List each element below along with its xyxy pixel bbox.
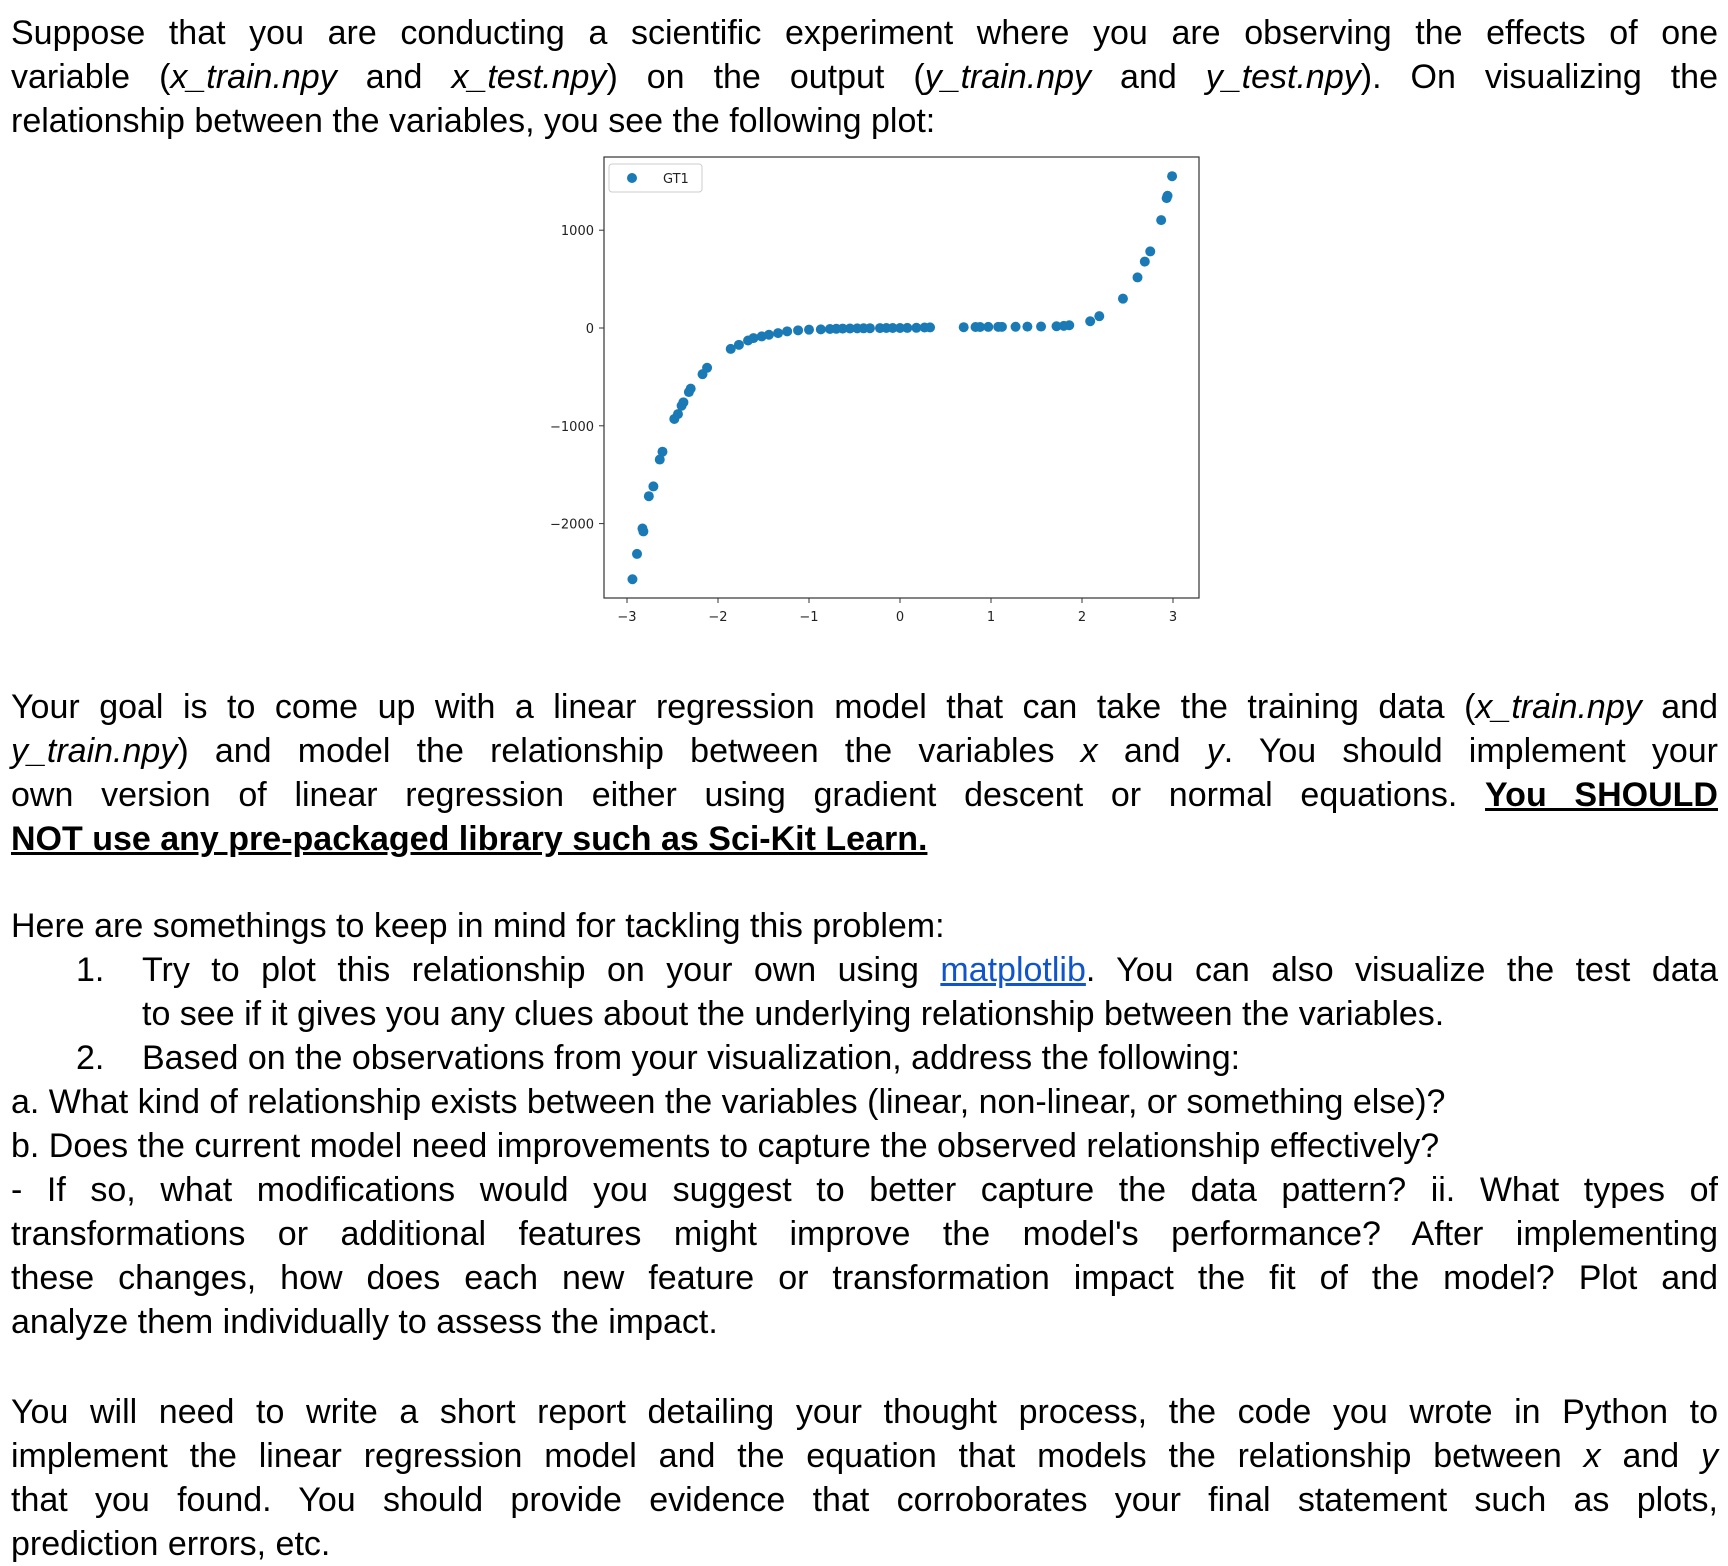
data-point (1094, 311, 1104, 321)
text-segment: that you found. You should provide evidence that corroborates your final statement such as plots, (11, 1481, 1718, 1519)
data-point (1145, 246, 1155, 256)
text-segment: y_test.npy (1205, 58, 1361, 96)
scatter-plot (520, 145, 1220, 625)
text-segment: implement the linear regression model and the equation that models the relationship between (11, 1437, 1584, 1475)
data-point (638, 526, 648, 536)
text-line (11, 1124, 1718, 1168)
data-point (686, 384, 696, 394)
data-point (1011, 322, 1021, 332)
text-segment: x (1080, 732, 1098, 770)
data-point (644, 491, 654, 501)
data-point (983, 322, 993, 332)
text-line (11, 1478, 1718, 1522)
text-segment: - If so, what modifications would you suggest to better capture the data pattern? ii. What types of (11, 1171, 1718, 1209)
text-segment: y (1701, 1437, 1718, 1475)
intro-paragraph (11, 11, 1718, 143)
text-line (11, 99, 1718, 143)
data-point (1133, 272, 1143, 282)
text-segment: and (1091, 58, 1206, 96)
text-segment: ) on the output ( (606, 58, 925, 96)
data-point (734, 340, 744, 350)
text-line (11, 11, 1718, 55)
text-segment: variable ( (11, 58, 171, 96)
text-segment: to see if it gives you any clues about the underlying relationship between the variables. (142, 995, 1445, 1033)
text-line (11, 55, 1718, 99)
text-line (11, 1300, 1718, 1344)
text-segment: Suppose that you are conducting a scientific experiment where you are observing the effects of one (11, 14, 1718, 52)
data-point (1163, 191, 1173, 201)
matplotlib-link[interactable]: matplotlib (940, 951, 1086, 989)
text-line (11, 1212, 1718, 1256)
data-point (1118, 294, 1128, 304)
x-tick-label: 2 (1077, 610, 1087, 625)
text-segment: You will need to write a short report detailing your thought process, the code you wrote in Python to (11, 1393, 1718, 1431)
data-point (678, 397, 688, 407)
data-point (782, 326, 792, 336)
text-segment: Based on the observations from your visualization, address the following: (142, 1039, 1241, 1077)
text-segment: and (1600, 1437, 1701, 1475)
y-tick-label: −2000 (550, 517, 594, 533)
text-line (11, 1522, 1718, 1566)
plot-frame (604, 157, 1199, 598)
data-point (925, 322, 935, 332)
text-line (11, 1434, 1718, 1478)
text-line (76, 948, 1718, 992)
text-line (11, 1256, 1718, 1300)
text-line (11, 904, 1718, 948)
text-segment: . You can also visualize the test data (1085, 951, 1718, 989)
report-paragraph (11, 1390, 1718, 1566)
data-point (1167, 171, 1177, 181)
text-line (142, 992, 1718, 1036)
text-segment: own version of linear regression either using gradient descent or normal equations. (11, 776, 1486, 814)
data-point (793, 325, 803, 335)
text-segment: x_test.npy (451, 58, 607, 96)
text-segment: b. Does the current model need improvements to capture the observed relationship effectively? (11, 1127, 1440, 1165)
emphasis-text: NOT use any pre-packaged library such as Sci-Kit Learn. (11, 820, 928, 858)
data-point (804, 325, 814, 335)
data-point (902, 323, 912, 333)
data-point (1022, 322, 1032, 332)
data-point (648, 481, 658, 491)
data-point (1036, 322, 1046, 332)
x-tick-label: −2 (708, 610, 728, 625)
text-segment: analyze them individually to assess the impact. (11, 1303, 718, 1341)
text-segment: y_train.npy (924, 58, 1092, 96)
text-segment: these changes, how does each new feature or transformation impact the fit of the model? Plot and (11, 1259, 1718, 1297)
tips-paragraph (11, 904, 1718, 1344)
list-number: 2. (76, 1039, 105, 1077)
data-point (997, 322, 1007, 332)
data-point (1085, 316, 1095, 326)
data-point (959, 322, 969, 332)
text-segment: prediction errors, etc. (11, 1525, 331, 1563)
legend-marker (627, 173, 637, 183)
text-segment: Your goal is to come up with a linear regression model that can take the training data ( (11, 688, 1476, 726)
text-segment: y (1206, 732, 1224, 770)
text-line (11, 773, 1718, 817)
emphasis-text: You SHOULD (1485, 776, 1718, 814)
text-segment: ). On visualizing the (1360, 58, 1718, 96)
x-tick-label: 1 (986, 610, 996, 625)
data-point (764, 330, 774, 340)
text-line (11, 685, 1718, 729)
text-line (11, 817, 1718, 861)
y-tick-label: −1000 (550, 419, 594, 435)
data-point (816, 324, 826, 334)
legend-label: GT1 (663, 172, 689, 187)
data-point (657, 447, 667, 457)
data-point (1156, 215, 1166, 225)
text-segment: a. What kind of relationship exists between the variables (linear, non-linear, or something else)? (11, 1083, 1446, 1121)
text-segment: transformations or additional features might improve the model's performance? After implementing (11, 1215, 1718, 1253)
text-segment: y_train.npy (11, 732, 178, 770)
y-tick-label: 0 (585, 322, 594, 337)
text-segment: relationship between the variables, you see the following plot: (11, 102, 936, 140)
data-point (773, 328, 783, 338)
text-segment: and (1641, 688, 1718, 726)
text-segment: Try to plot this relationship on your own using (142, 951, 941, 989)
data-point (702, 363, 712, 373)
data-point (1140, 257, 1150, 267)
text-segment: x (1583, 1437, 1601, 1475)
text-segment: Here are somethings to keep in mind for tackling this problem: (11, 907, 945, 945)
text-line (11, 729, 1718, 773)
text-segment: and (336, 58, 452, 96)
text-segment: x_train.npy (170, 58, 337, 96)
text-segment: ) and model the relationship between the variables (177, 732, 1081, 770)
legend (609, 164, 702, 192)
text-segment: x_train.npy (1475, 688, 1642, 726)
x-tick-label: −3 (617, 610, 637, 625)
x-tick-label: 0 (895, 610, 905, 625)
data-point (1064, 320, 1074, 330)
x-tick-label: 3 (1168, 610, 1178, 625)
y-tick-label: 1000 (560, 224, 594, 240)
text-line (11, 1080, 1718, 1124)
data-point (632, 549, 642, 559)
x-tick-label: −1 (799, 610, 819, 625)
data-point (865, 323, 875, 333)
text-line (11, 1390, 1718, 1434)
text-segment: and (1097, 732, 1207, 770)
list-number: 1. (76, 951, 105, 989)
data-point (627, 574, 637, 584)
text-segment: . You should implement your (1223, 732, 1718, 770)
text-line (76, 1036, 1718, 1080)
goal-paragraph (11, 685, 1718, 861)
text-line (11, 1168, 1718, 1212)
